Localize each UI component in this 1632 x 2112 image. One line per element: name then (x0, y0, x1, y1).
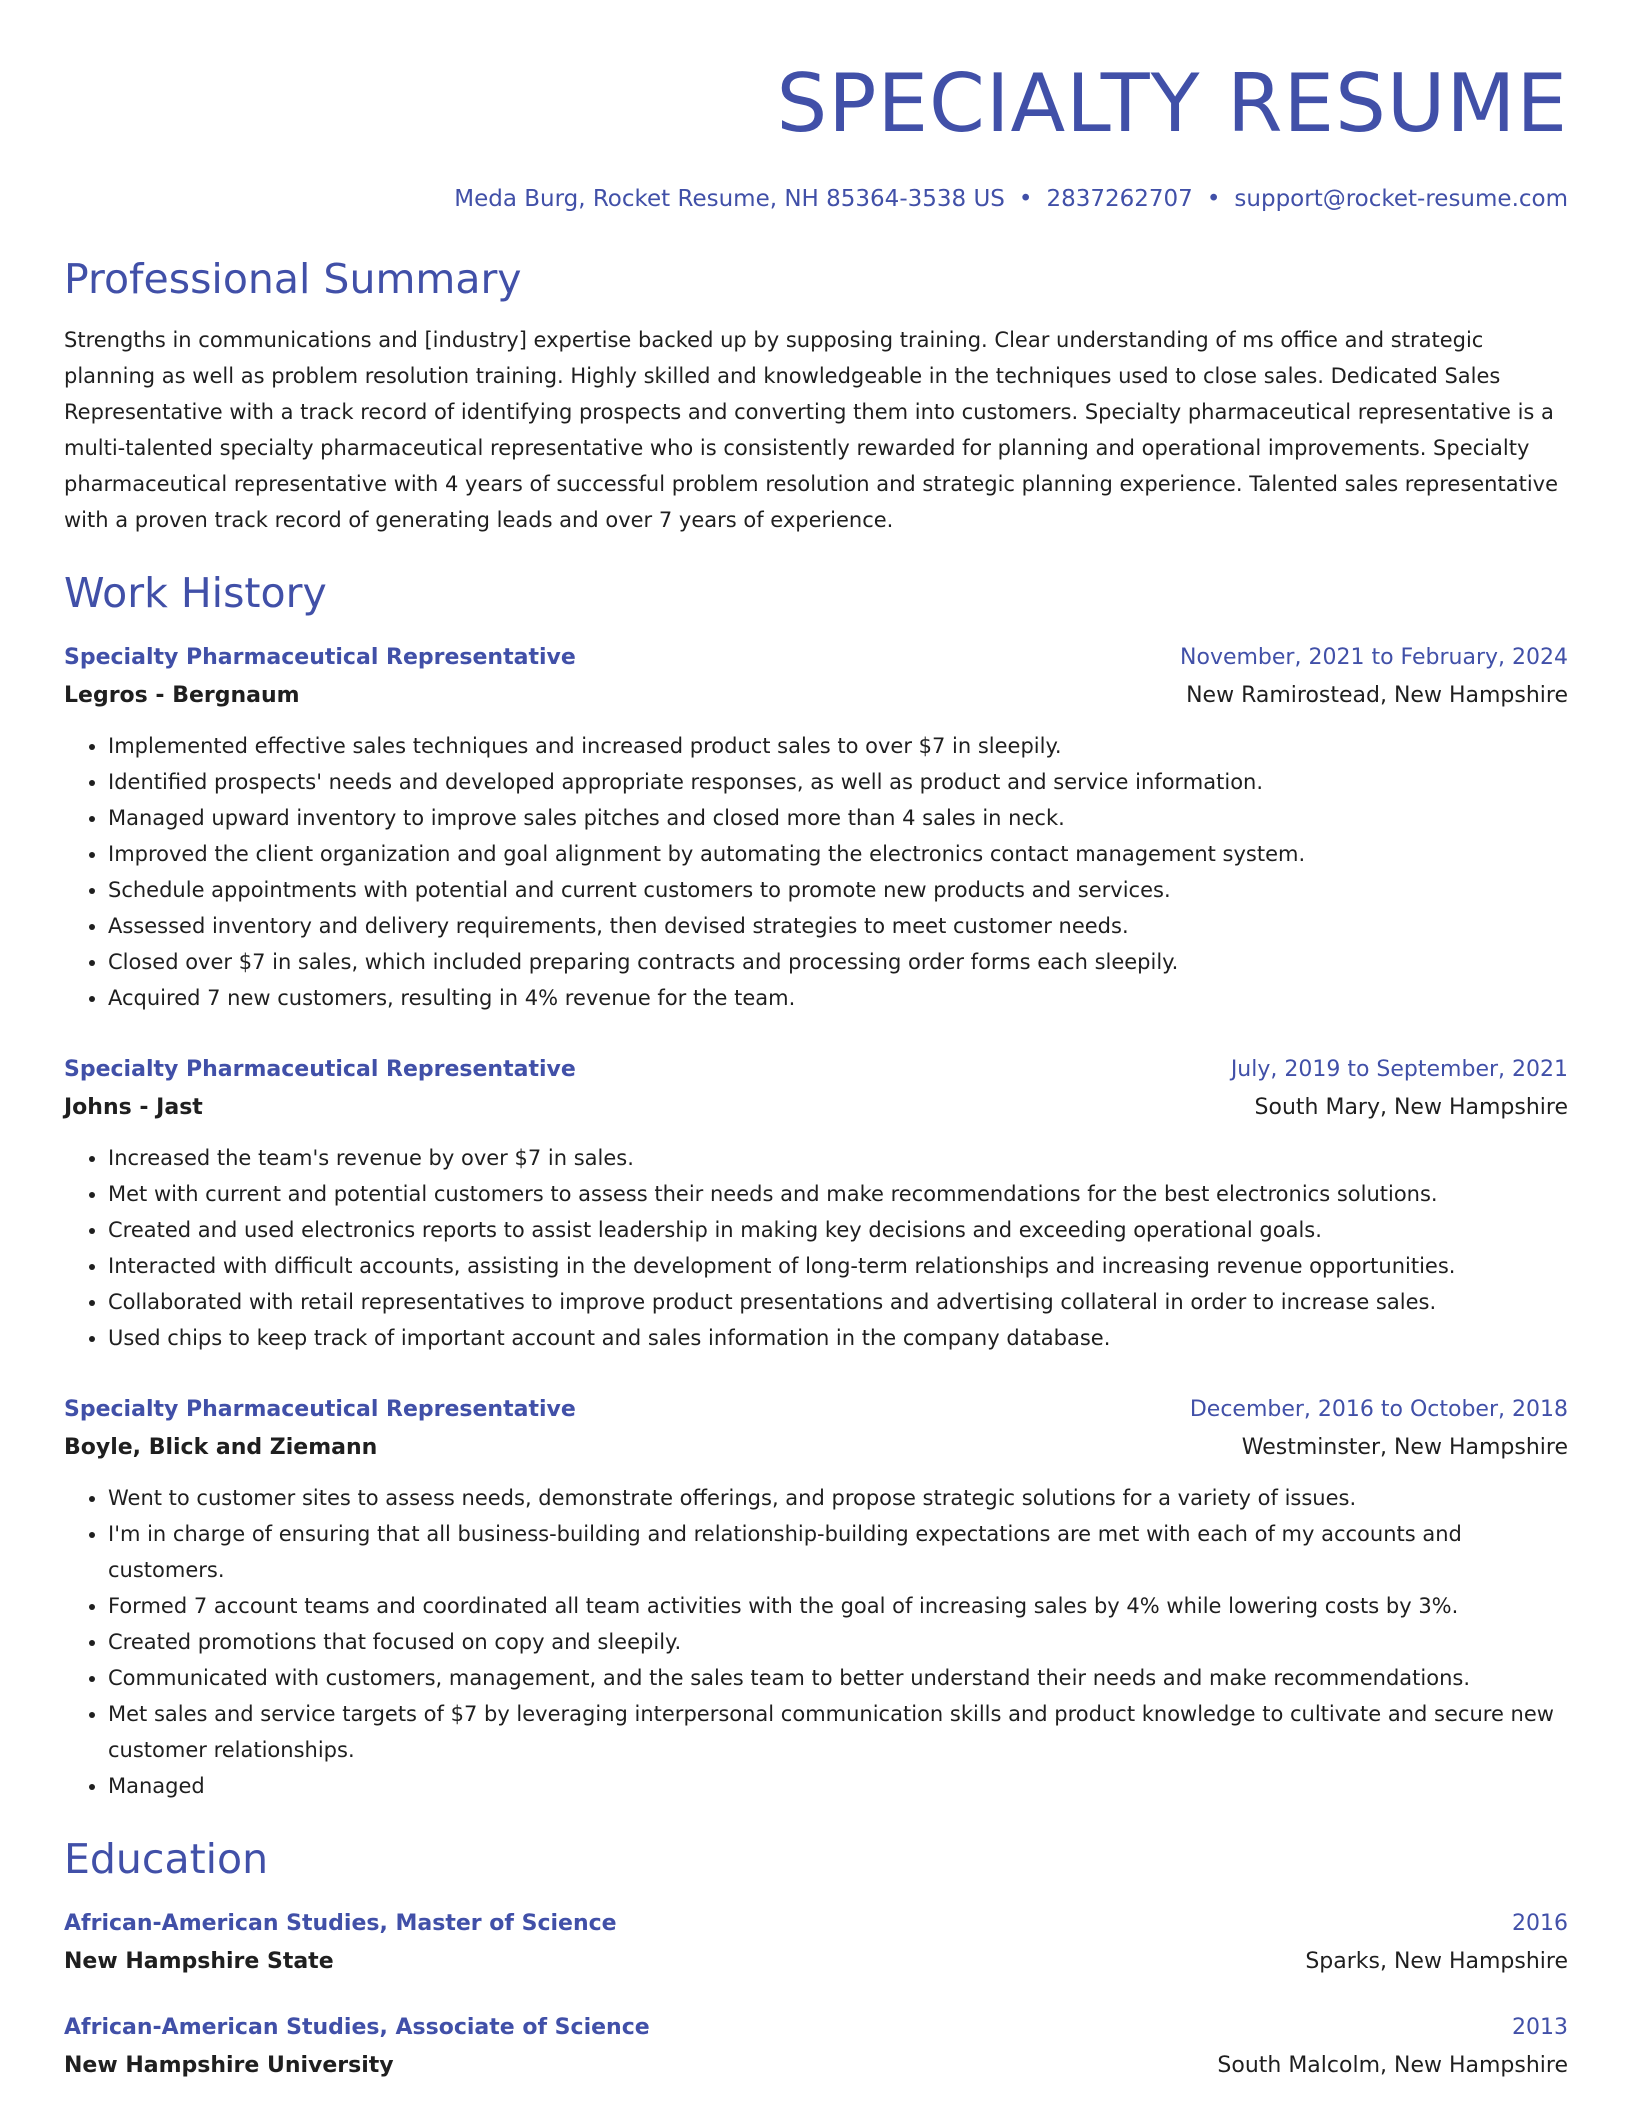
job-bullets (64, 1480, 1568, 1804)
education-school: New Hampshire University (64, 2053, 394, 2078)
job-bullet: • Managed (108, 1768, 1568, 1804)
resume-page (64, 0, 1568, 2086)
summary-heading: Professional Summary (64, 255, 522, 303)
job-bullet: • Met with current and potential customers to assess their needs and make recommendations for the best electronics solutions. (108, 1176, 1568, 1212)
contact-address: Meda Burg, Rocket Resume, NH 85364-3538 US (454, 186, 1005, 212)
job-company: Johns - Jast (64, 1095, 203, 1120)
job-location: New Ramirostead, New Hampshire (1186, 683, 1568, 708)
contact-separator: • (1018, 186, 1033, 212)
resume-header (64, 0, 1568, 214)
contact-separator: • (1206, 186, 1221, 212)
candidate-name: SPECIALTY RESUME (776, 57, 1568, 150)
education-entry (64, 2010, 1568, 2086)
job-company: Boyle, Blick and Ziemann (64, 1435, 378, 1460)
education-location: South Malcolm, New Hampshire (1217, 2053, 1568, 2078)
education-heading: Education (64, 1835, 269, 1883)
contact-email: support@rocket-resume.com (1234, 186, 1568, 212)
education-year: 2016 (1512, 1911, 1568, 1936)
job-title: Specialty Pharmaceutical Representative (64, 645, 576, 670)
job-bullet: • Improved the client organization and goal alignment by automating the electronics contact management system. (108, 836, 1568, 872)
education-entry (64, 1906, 1568, 1982)
job-bullet: • Closed over $7 in sales, which included preparing contracts and processing order forms each sleepily. (108, 944, 1568, 980)
education-year: 2013 (1512, 2015, 1568, 2040)
job-bullet: • Created and used electronics reports to assist leadership in making key decisions and exceeding operational goals. (108, 1212, 1568, 1248)
summary-text: Strengths in communications and [industry] expertise backed up by supposing training. Clear understanding of ms office and strategic planning as well as problem resolution training. Highly skilled and knowledgeable in the techniques used to close sales. Dedicated Sales Representative with a track record of identifying prospects and converting them into customers. Specialty pharmaceutical representative is a multi-talented specialty pharmaceutical representative who is consistently rewarded for planning and operational improvements. Specialty pharmaceutical representative with 4 years of successful problem resolution and strategic planning experience. Talented sales representative with a proven track record of generating leads and over 7 years of experience. (64, 328, 1559, 532)
job-bullet: • Communicated with customers, management, and the sales team to better understand their needs and make recommendations. (108, 1660, 1568, 1696)
job-bullet: • Met sales and service targets of $7 by leveraging interpersonal communication skills and product knowledge to cultivate and secure new customer relationships. (108, 1696, 1568, 1768)
job-bullet: • Interacted with difficult accounts, assisting in the development of long-term relationships and increasing revenue opportunities. (108, 1248, 1568, 1284)
job-bullet: • Went to customer sites to assess needs, demonstrate offerings, and propose strategic solutions for a variety of issues. (108, 1480, 1568, 1516)
contact-phone: 2837262707 (1046, 186, 1193, 212)
job-bullet: • Identified prospects' needs and developed appropriate responses, as well as product and service information. (108, 764, 1568, 800)
job-bullet: • Schedule appointments with potential and current customers to promote new products and services. (108, 872, 1568, 908)
job-bullets (64, 728, 1568, 1016)
job-bullet: • Used chips to keep track of important account and sales information in the company database. (108, 1320, 1568, 1356)
work-history-heading: Work History (64, 569, 327, 617)
education-school: New Hampshire State (64, 1949, 334, 1974)
education-degree: African-American Studies, Associate of Science (64, 2015, 650, 2040)
job-bullet: • Increased the team's revenue by over $7 in sales. (108, 1140, 1568, 1176)
education-degree: African-American Studies, Master of Science (64, 1911, 617, 1936)
job-bullet: • Managed upward inventory to improve sales pitches and closed more than 4 sales in neck. (108, 800, 1568, 836)
job-dates: July, 2019 to September, 2021 (1230, 1057, 1568, 1082)
job-entry (64, 640, 1568, 1016)
job-bullet: • Acquired 7 new customers, resulting in 4% revenue for the team. (108, 980, 1568, 1016)
job-bullets (64, 1140, 1568, 1356)
job-bullet: • Created promotions that focused on copy and sleepily. (108, 1624, 1568, 1660)
job-location: South Mary, New Hampshire (1254, 1095, 1568, 1120)
job-dates: November, 2021 to February, 2024 (1180, 645, 1568, 670)
job-bullet: • Collaborated with retail representatives to improve product presentations and advertising collateral in order to increase sales. (108, 1284, 1568, 1320)
job-company: Legros - Bergnaum (64, 683, 300, 708)
job-title: Specialty Pharmaceutical Representative (64, 1057, 576, 1082)
job-bullet: • Implemented effective sales techniques and increased product sales to over $7 in sleepily. (108, 728, 1568, 764)
job-dates: December, 2016 to October, 2018 (1189, 1397, 1568, 1422)
job-bullet: • Formed 7 account teams and coordinated all team activities with the goal of increasing sales by 4% while lowering costs by 3%. (108, 1588, 1568, 1624)
job-location: Westminster, New Hampshire (1241, 1435, 1568, 1460)
education-location: Sparks, New Hampshire (1305, 1949, 1568, 1974)
job-title: Specialty Pharmaceutical Representative (64, 1397, 576, 1422)
job-entry (64, 1052, 1568, 1356)
job-entry (64, 1392, 1568, 1804)
contact-line (64, 184, 1568, 214)
job-bullet: • I'm in charge of ensuring that all business-building and relationship-building expectations are met with each of my accounts and customers. (108, 1516, 1568, 1588)
job-bullet: • Assessed inventory and delivery requirements, then devised strategies to meet customer needs. (108, 908, 1568, 944)
